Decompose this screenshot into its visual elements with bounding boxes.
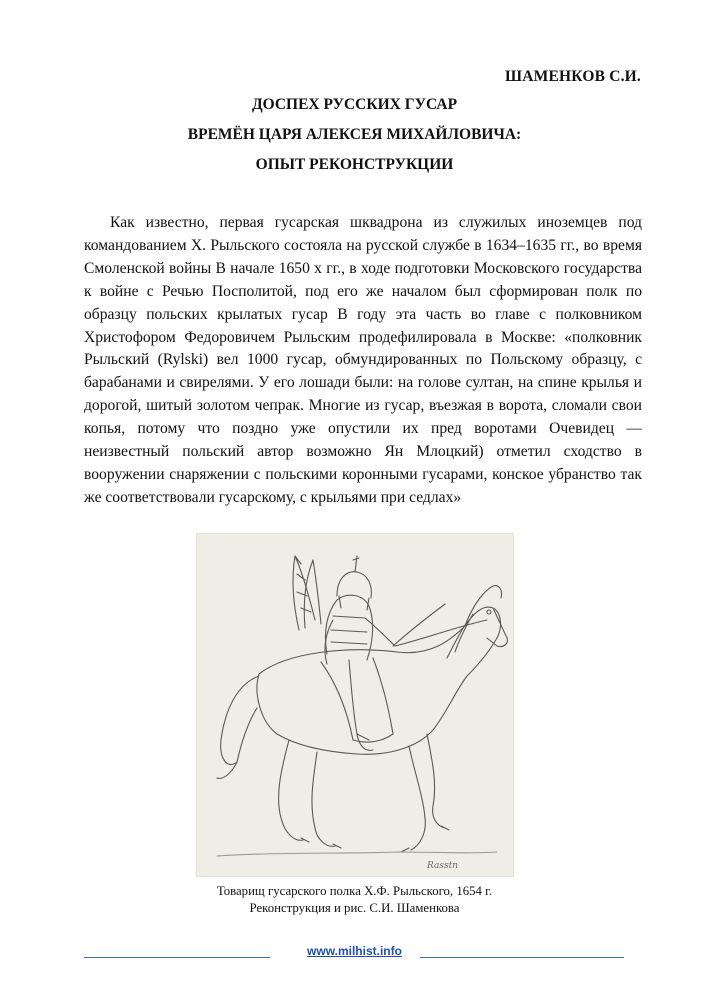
footer-website-link[interactable]: www.milhist.info	[307, 944, 402, 958]
hussar-illustration	[196, 533, 514, 877]
artist-signature: Rasstn	[427, 861, 458, 871]
figure-caption-line-1: Товарищ гусарского полка Х.Ф. Рыльского, 1654 г.	[216, 884, 493, 898]
hussar-drawing	[197, 534, 513, 876]
author-name: ШАМЕНКОВ С.И.	[505, 68, 641, 85]
title-line-1: ДОСПЕХ РУССКИХ ГУСАР	[251, 96, 458, 113]
title-line-2: ВРЕМЁН ЦАРЯ АЛЕКСЕЯ МИХАЙЛОВИЧА:	[187, 126, 522, 143]
footer-rule-right	[420, 957, 624, 958]
figure-caption-line-2: Реконструкция и рис. С.И. Шаменкова	[249, 901, 460, 915]
body-paragraph: Как известно, первая гусарская шквадрона из служилых иноземцев под командованием Х. Рыльского состояла на русской службе в 1634–1635 гг., во время Смоленской войны В начале 1650 х гг., в ходе подготовки Московского государства к войне с Речью Посполитой, под его же началом был сформирован полк по образцу польских крылатых гусар В году эта часть во главе с полковником Христофором Федоровичем Рыльским продефилировала в Москве: «полковник Рыльский (Rylski) вел 1000 гусар, обмундированных по Польскому образцу, с барабанами и свирелями. У его лошади были: на голове султан, на спине крылья и дорогой, шитый золотом чепрак. Многие из гусар, въезжая в ворота, сломали свои копья, потому что поздно уже опустили их пред воротами Очевидец — неизвестный польский автор возможно Ян Млоцкий) отметил сходство в вооружении снаряжении с польскими коронными гусарами, конское убранство так же соответствовали гусарскому, с крыльями при седлах»	[84, 214, 642, 506]
title-line-3: ОПЫТ РЕКОНСТРУКЦИИ	[255, 156, 454, 173]
